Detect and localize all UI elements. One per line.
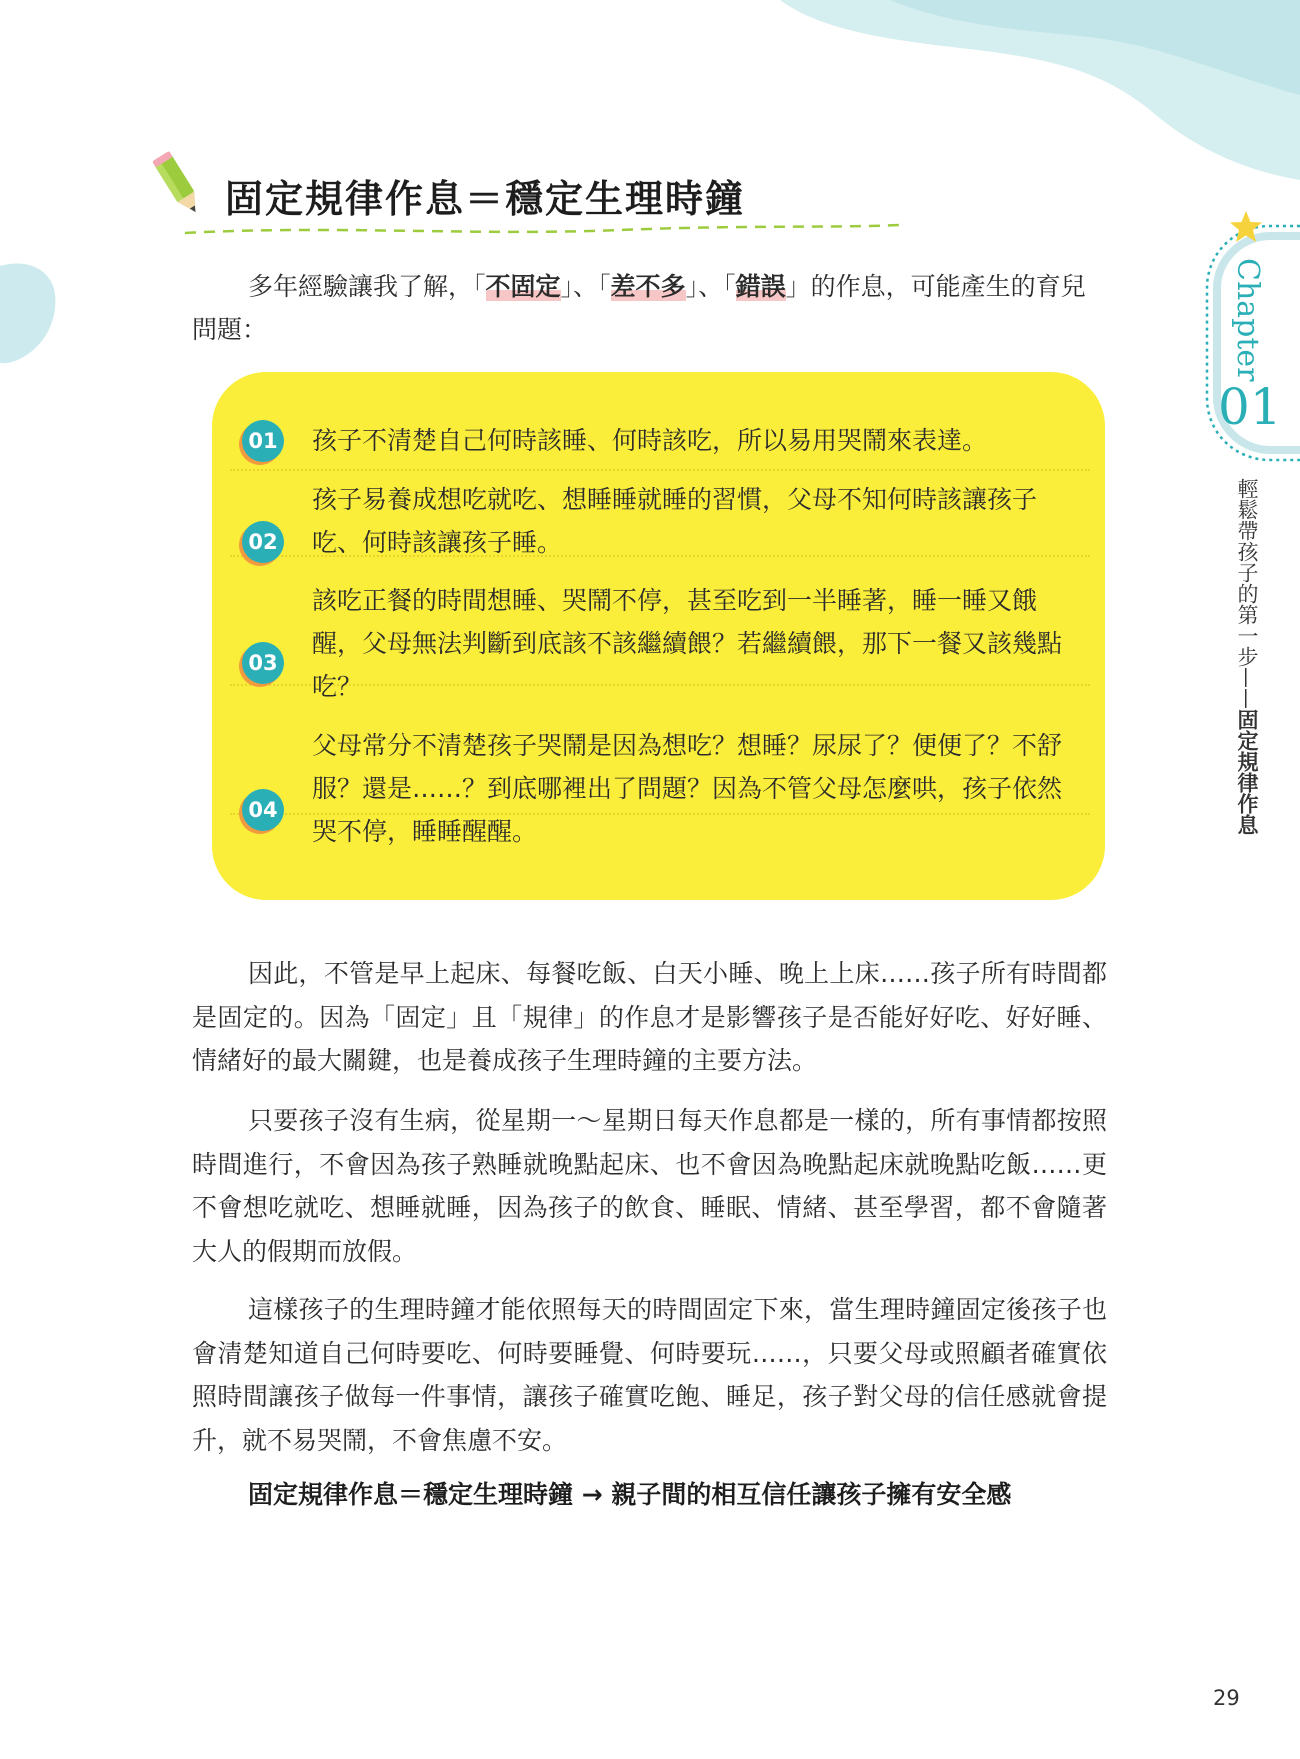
running-title xyxy=(1228,478,1262,835)
pencil-icon xyxy=(150,150,212,224)
chapter-number: 01 xyxy=(1218,378,1282,436)
intro-text: 」、「 xyxy=(560,272,611,301)
section-header xyxy=(150,150,910,240)
number-badge: 01 xyxy=(242,420,284,462)
number-badge: 04 xyxy=(242,789,284,831)
left-blob-decoration xyxy=(0,258,60,368)
intro-text: 多年經驗讓我了解，「 xyxy=(248,272,486,301)
intro-paragraph xyxy=(192,265,1107,351)
list-item-text: 該吃正餐的時間想睡、哭鬧不停，甚至吃到一半睡著，睡一睡又餓醒，父母無法判斷到底該不該繼續餵？若繼續餵，那下一餐又該幾點吃？ xyxy=(312,586,1063,701)
section-running-title: 固定規律作息 xyxy=(1235,709,1259,835)
problems-box xyxy=(212,372,1105,900)
highlight-term-2: 差不多 xyxy=(610,272,686,301)
body-paragraph-2: 只要孩子沒有生病，從星期一～星期日每天作息都是一樣的，所有事情都按照時間進行，不會因為孩子熟睡就晚點起床、也不會因為晚點起床就晚點吃飯……更不會想吃就吃、想睡就睡，因為孩子的飲食、睡眠、情緒、甚至學習，都不會隨著大人的假期而放假。 xyxy=(192,1106,1107,1266)
page-title: 固定規律作息＝穩定生理時鐘 xyxy=(225,177,746,221)
title-dashed-underline xyxy=(150,220,910,240)
list-item-text: 父母常分不清楚孩子哭鬧是因為想吃？想睡？尿尿了？便便了？不舒服？還是……？到底哪裡出了問題？因為不管父母怎麼哄，孩子依然哭不停，睡睡醒醒。 xyxy=(312,731,1063,846)
highlight-term-1: 不固定 xyxy=(485,272,561,301)
number-badge: 02 xyxy=(242,521,284,563)
divider xyxy=(230,469,1090,471)
number-badge: 03 xyxy=(242,642,284,684)
book-title: 輕鬆帶孩子的第一步—— xyxy=(1235,478,1259,709)
list-item-text: 孩子易養成想吃就吃、想睡睡就睡的習慣，父母不知何時該讓孩子吃、何時該讓孩子睡。 xyxy=(312,485,1038,557)
body-paragraph-1: 因此，不管是早上起床、每餐吃飯、白天小睡、晚上上床……孩子所有時間都是固定的。因為「固定」且「規律」的作息才是影響孩子是否能好好吃、好好睡、情緒好的最大關鍵，也是養成孩子生理時鐘的主要方法。 xyxy=(192,959,1107,1075)
star-icon xyxy=(1229,210,1263,244)
body-paragraph-3: 這樣孩子的生理時鐘才能依照每天的時間固定下來，當生理時鐘固定後孩子也會清楚知道自己何時要吃、何時要睡覺、何時要玩……，只要父母或照顧者確實依照時間讓孩子做每一件事情，讓孩子確實吃飽、睡足，孩子對父母的信任感就會提升，就不易哭鬧，不會焦慮不安。 xyxy=(192,1295,1107,1455)
list-item-text: 孩子不清楚自己何時該睡、何時該吃，所以易用哭鬧來表達。 xyxy=(312,426,988,455)
summary-line: 固定規律作息＝穩定生理時鐘 → 親子間的相互信任讓孩子擁有安全感 xyxy=(248,1480,1012,1509)
chapter-label: Chapter xyxy=(1230,258,1265,382)
intro-text: 」的作息，可能產生的育兒問題： xyxy=(192,272,1086,344)
highlight-term-3: 錯誤 xyxy=(735,272,786,301)
intro-text: 」、「 xyxy=(685,272,736,301)
page-number: 29 xyxy=(1213,1686,1240,1710)
